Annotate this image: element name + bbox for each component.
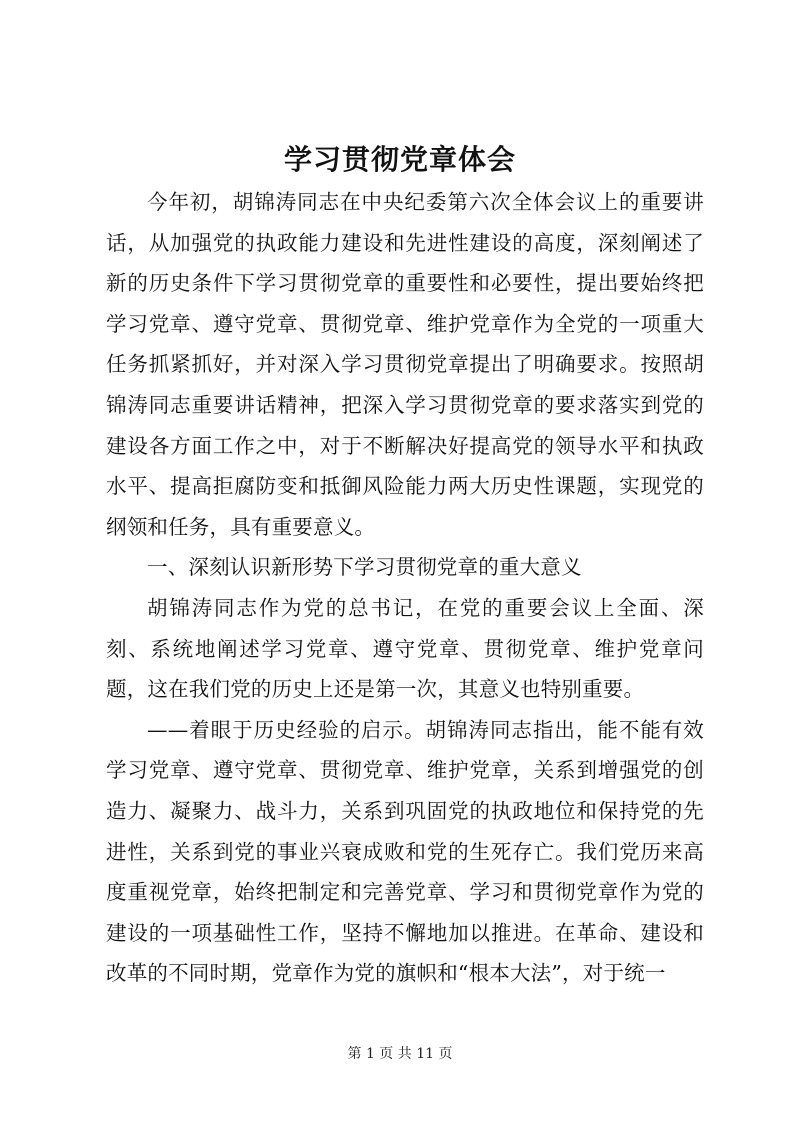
document-title: 学习贯彻党章体会 (283, 143, 516, 176)
document-body (106, 182, 704, 994)
section-heading: 一、深刻认识新形势下学习贯彻党章的重大意义 (147, 555, 582, 580)
page-footer: 第 1 页 共 11 页 (347, 1046, 453, 1062)
body-paragraph: 胡锦涛同志作为党的总书记，在党的重要会议上全面、深刻、系统地阐述学习党章、遵守党章、贯彻党章、维护党章问题，这在我们党的历史上还是第一次，其意义也特别重要。 (106, 595, 704, 702)
intro-paragraph: 今年初，胡锦涛同志在中央纪委第六次全体会议上的重要讲话，从加强党的执政能力建设和先进性建设的高度，深刻阐述了新的历史条件下学习贯彻党章的重要性和必要性，提出要始终把学习党章、遵守党章、贯彻党章、维护党章作为全党的一项重大任务抓紧抓好，并对深入学习贯彻党章提出了明确要求。按照胡锦涛同志重要讲话精神，把深入学习贯彻党章的要求落实到党的建设各方面工作之中，对于不断解决好提高党的领导水平和执政水平、提高拒腐防变和抵御风险能力两大历史性课题，实现党的纲领和任务，具有重要意义。 (106, 190, 704, 539)
body-paragraph: ——着眼于历史经验的启示。胡锦涛同志指出，能不能有效学习党章、遵守党章、贯彻党章、维护党章，关系到增强党的创造力、凝聚力、战斗力，关系到巩固党的执政地位和保持党的先进性，关系到党的事业兴衰成败和党的生死存亡。我们党历来高度重视党章，始终把制定和完善党章、学习和贯彻党章作为党的建设的一项基础性工作，坚持不懈地加以推进。在革命、建设和改革的不同时期，党章作为党的旗帜和“根本大法”，对于统一 (106, 717, 704, 986)
